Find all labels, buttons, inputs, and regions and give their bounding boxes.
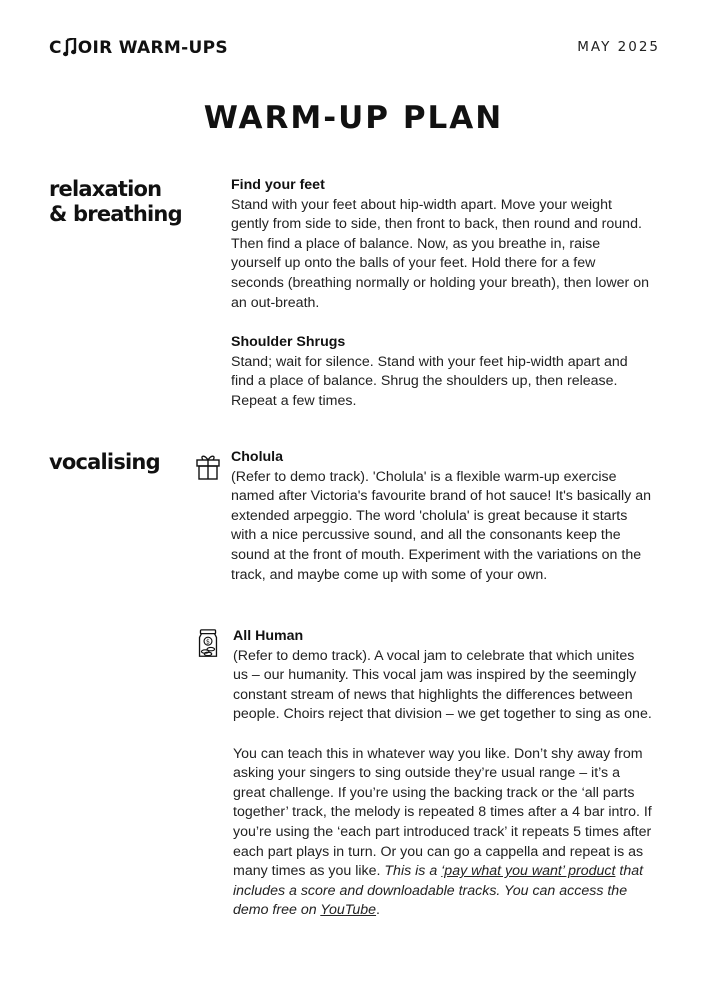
exercise-body: Stand with your feet about hip-width apart. Move your weight gently from side to side, then front to back, then round and round. Then find a place of balance. Now, as you breathe in, raise yourself up onto the balls of your feet. Hold there for a few seconds (breathing normally or holding your breath), then lower on an out-breath.	[231, 196, 649, 311]
exercise-all-human	[233, 627, 653, 921]
exercise-find-your-feet	[231, 176, 651, 313]
exercise-body: Stand; wait for silence. Stand with your feet hip-width apart and find a place of balance. Shrug the shoulders up, then release. Repeat a few times.	[231, 353, 628, 409]
exercise-title: Shoulder Shrugs	[231, 334, 346, 350]
svg-text:$: $	[206, 638, 210, 646]
money-jar-icon	[194, 628, 222, 660]
youtube-link[interactable]: YouTube	[320, 902, 377, 919]
section-heading-vocalising: vocalising	[49, 450, 160, 474]
exercise-title: Cholula	[231, 449, 284, 465]
exercise-title: All Human	[233, 628, 304, 644]
section-heading-line: & breathing	[49, 202, 182, 226]
logo-text-end: OIR WARM-UPS	[77, 38, 228, 58]
teaching-notes: You can teach this in whatever way you like. Don’t shy away from asking your singers to sing outside they’re usual range – it’s a great challenge. If you’re using the backing track or the ‘all parts together’ track, the melody is repeated 8 times after a 4 bar intro. If you’re using the ‘each part introduced track’ it repeats 5 times after each part plays in turn. Or you can go a cappella and repeat is as many times as you like.	[233, 745, 652, 880]
issue-date: MAY 2025	[577, 39, 660, 55]
exercise-shoulder-shrugs	[231, 333, 651, 411]
exercise-title: Find your feet	[231, 177, 325, 193]
brand-logo	[49, 38, 228, 58]
product-note-text: This is a	[384, 863, 442, 880]
exercise-body: (Refer to demo track). A vocal jam to celebrate that which unites us – our humanity. This vocal jam was inspired by the seemingly constant stream of news that highlights the differences between people. Choirs reject that division – we get together to sing as one.	[233, 647, 652, 723]
product-note-text: that includes a score and downloadable tracks. You can access the demo free on	[233, 863, 644, 919]
logo-text-start: C	[49, 38, 62, 58]
music-note-icon	[63, 38, 77, 58]
section-heading-line: relaxation	[49, 177, 162, 201]
exercise-body: (Refer to demo track). 'Cholula' is a flexible warm-up exercise named after Victoria's favourite brand of hot sauce! It's basically an extended arpeggio. The word 'cholula' is great because it starts with a nice percussive sound, and all the consonants keep the sound at the front of mouth. Experiment with the variations on the track, and maybe come up with some of your own.	[231, 468, 651, 583]
pay-what-you-want-link[interactable]: ‘pay what you want’ product	[441, 863, 616, 880]
exercise-body-continued	[233, 745, 653, 921]
section-heading-relaxation	[49, 177, 182, 227]
page-title: WARM-UP PLAN	[203, 100, 504, 136]
exercise-cholula	[231, 448, 651, 585]
sentence-end: .	[376, 902, 380, 919]
gift-icon	[194, 450, 222, 482]
